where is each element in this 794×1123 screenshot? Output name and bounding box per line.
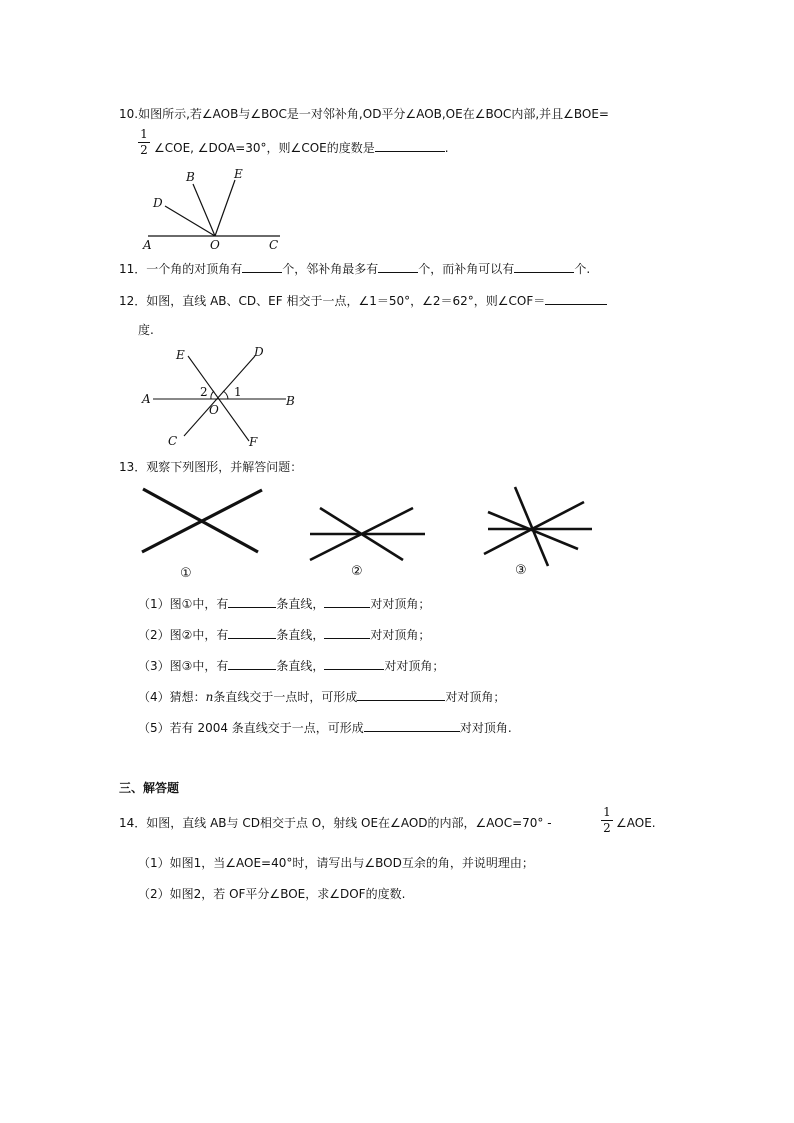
q13-s2-blank-1[interactable] bbox=[228, 625, 276, 639]
q13-s4-text-b: 条直线交于一点时，可形成 bbox=[213, 690, 358, 704]
q12-label-O: O bbox=[209, 403, 219, 417]
q13-s2-blank-2[interactable] bbox=[324, 625, 370, 639]
q11-text-3: 个，而补角可以有 bbox=[418, 262, 515, 276]
q13-s1-blank-2[interactable] bbox=[324, 594, 370, 608]
q10-label-C: C bbox=[269, 238, 279, 252]
q13-s5-blank[interactable] bbox=[364, 718, 460, 732]
q14-frac-den: 2 bbox=[603, 821, 611, 835]
q14-sub-1: （1）如图1，当∠AOE=40°时，请写出与∠BOD互余的角，并说明理由； bbox=[138, 856, 534, 870]
q14-stem-end: ∠AOE. bbox=[616, 816, 656, 830]
q12-text: 12．如图，直线 AB、CD、EF 相交于一点，∠1＝50°，∠2＝62°，则∠COF＝ bbox=[119, 294, 546, 308]
q12-label-B: B bbox=[286, 394, 295, 408]
q12-line2: 度. bbox=[138, 323, 154, 337]
q10-label-E: E bbox=[234, 167, 243, 181]
q10-frac-den: 2 bbox=[140, 143, 148, 157]
q13-s1-text-b: 条直线， bbox=[276, 597, 325, 611]
q10-line1: 10.如图所示,若∠AOB与∠BOC是一对邻补角,OD平分∠AOB,OE在∠BOC内部,并且∠BOE= bbox=[119, 107, 609, 121]
q12-label-A: A bbox=[142, 392, 151, 406]
section-heading: 三、解答题 bbox=[119, 781, 180, 795]
q13-s4-blank[interactable] bbox=[357, 687, 445, 701]
q10-label-D: D bbox=[153, 196, 163, 210]
q14-sub-2: （2）如图2，若 OF平分∠BOE，求∠DOF的度数. bbox=[138, 887, 406, 901]
q11-blank-1[interactable] bbox=[242, 259, 282, 273]
q13-s1-text-c: 对对顶角； bbox=[370, 597, 431, 611]
q13-s2-text-a: （2）图②中，有 bbox=[138, 628, 229, 642]
q10-fraction bbox=[138, 128, 150, 157]
q13-sub-1 bbox=[138, 594, 430, 612]
q11-text-1: 11．一个角的对顶角有 bbox=[119, 262, 243, 276]
q13-sub-3 bbox=[138, 656, 444, 674]
q13-figure-2 bbox=[305, 498, 435, 568]
q10-label-A: A bbox=[143, 238, 152, 252]
q13-figure-3 bbox=[480, 484, 600, 574]
q12-label-D: D bbox=[254, 345, 264, 359]
q11-blank-2[interactable] bbox=[378, 259, 418, 273]
q13-sub-4 bbox=[138, 687, 505, 705]
q13-sub-5 bbox=[138, 718, 512, 736]
q10-label-B: B bbox=[186, 170, 195, 184]
q12-label-E: E bbox=[176, 348, 185, 362]
q10-line2 bbox=[154, 138, 449, 156]
q13-s4-text-c: 对对顶角； bbox=[445, 690, 506, 704]
q12-label-F: F bbox=[249, 435, 258, 449]
q13-s3-text-a: （3）图③中，有 bbox=[138, 659, 229, 673]
q13-s3-blank-1[interactable] bbox=[228, 656, 276, 670]
q12-label-C: C bbox=[168, 434, 178, 448]
q13-s4-var-n: n bbox=[205, 690, 214, 704]
q11-line bbox=[119, 259, 590, 277]
q11-text-2: 个，邻补角最多有 bbox=[282, 262, 379, 276]
q12-figure bbox=[140, 344, 310, 449]
q13-s1-blank-1[interactable] bbox=[228, 594, 276, 608]
q13-s5-text-b: 对对顶角. bbox=[459, 721, 512, 735]
q10-frac-num: 1 bbox=[140, 127, 148, 141]
q13-s3-text-c: 对对顶角； bbox=[384, 659, 445, 673]
q10-line2-end: . bbox=[444, 141, 449, 155]
q10-label-O: O bbox=[210, 238, 220, 252]
q11-blank-3[interactable] bbox=[514, 259, 574, 273]
q14-fraction bbox=[601, 806, 613, 835]
q13-s4-text-a: （4）猜想： bbox=[138, 690, 206, 704]
q13-s2-text-c: 对对顶角； bbox=[370, 628, 431, 642]
q13-caption-1: ① bbox=[180, 566, 192, 581]
q12-answer-blank[interactable] bbox=[545, 291, 607, 305]
q13-figure-1 bbox=[138, 484, 268, 559]
q10-answer-blank[interactable] bbox=[375, 138, 445, 152]
q13-s3-blank-2[interactable] bbox=[324, 656, 384, 670]
q13-s1-text-a: （1）图①中，有 bbox=[138, 597, 229, 611]
q10-line2-text: ∠COE, ∠DOA=30°，则∠COE的度数是 bbox=[154, 141, 375, 155]
q13-s3-text-b: 条直线， bbox=[276, 659, 325, 673]
q14-frac-num: 1 bbox=[603, 805, 611, 819]
q13-s5-text-a: （5）若有 2004 条直线交于一点，可形成 bbox=[138, 721, 364, 735]
q13-stem: 13．观察下列图形，并解答问题： bbox=[119, 460, 303, 474]
q13-caption-3: ③ bbox=[515, 563, 527, 578]
q12-line1 bbox=[119, 291, 607, 309]
q11-text-4: 个. bbox=[574, 262, 591, 276]
q12-label-2: 2 bbox=[200, 385, 208, 399]
q12-label-1: 1 bbox=[234, 385, 242, 399]
q14-stem: 14．如图，直线 AB与 CD相交于点 O，射线 OE在∠AOD的内部，∠AOC=70° - bbox=[119, 816, 552, 830]
q13-caption-2: ② bbox=[351, 564, 363, 579]
q13-s2-text-b: 条直线， bbox=[276, 628, 325, 642]
q13-sub-2 bbox=[138, 625, 430, 643]
q10-figure bbox=[135, 166, 295, 256]
